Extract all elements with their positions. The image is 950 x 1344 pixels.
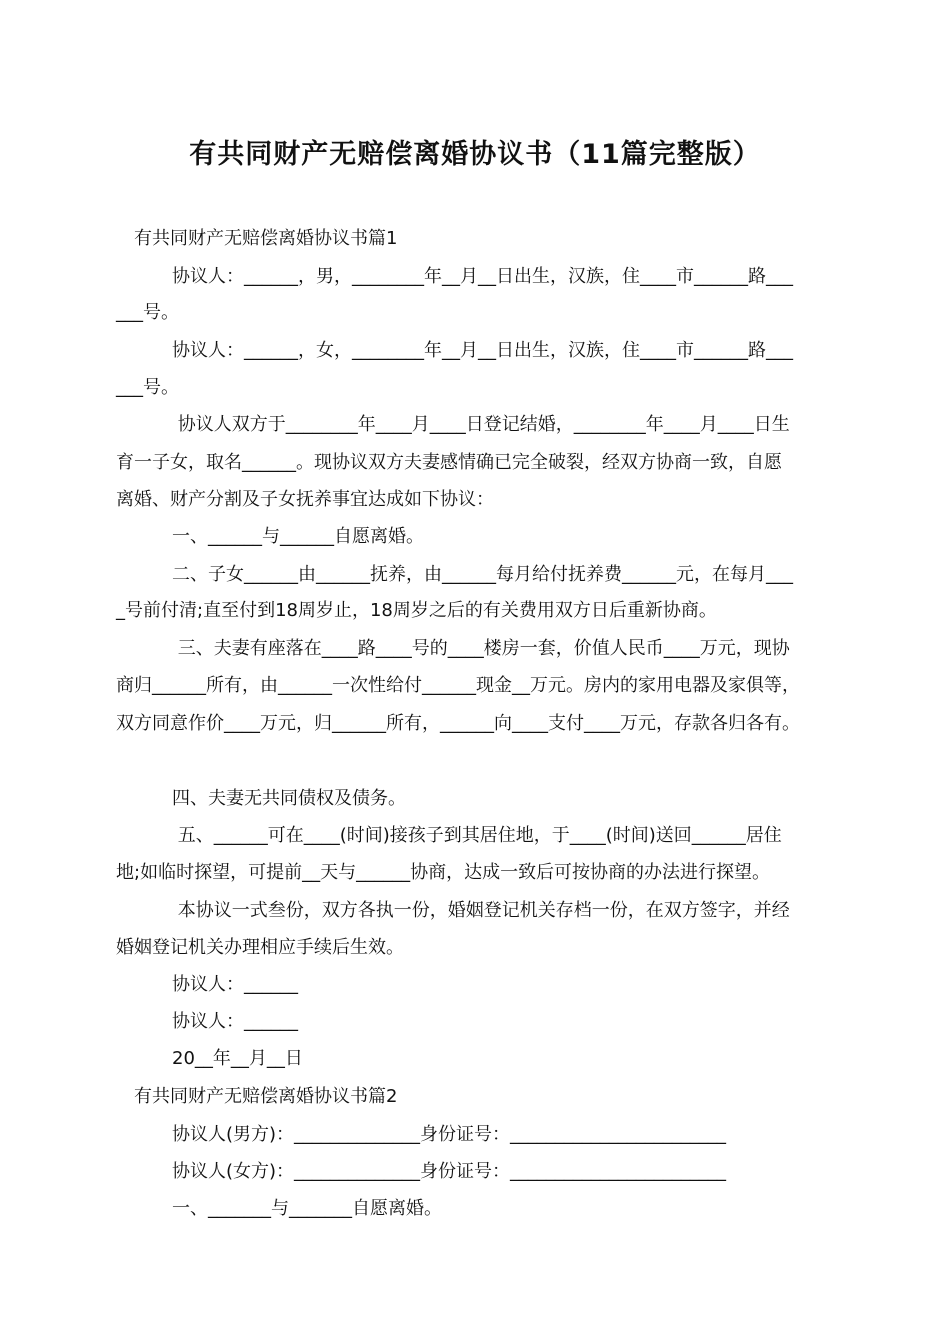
clause-5-line-1: 五、______可在____(时间)接孩子到其居住地，于____(时间)送回______居住: [172, 825, 782, 846]
signature-date: 20__年__月__日: [172, 1048, 303, 1069]
section-heading-1: 有共同财产无赔偿离婚协议书篇1: [134, 228, 398, 249]
party-1-line-1: 协议人：______，男，________年__月__日出生，汉族，住____市______路___: [172, 266, 793, 287]
clause-2-line-2: _号前付清;直至付到18周岁止，18周岁之后的有关费用双方日后重新协商。: [116, 600, 717, 621]
section-2-clause-1: 一、_______与_______自愿离婚。: [172, 1198, 442, 1219]
signature-line-1: 协议人：______: [172, 974, 298, 995]
clause-4: 四、夫妻无共同债权及债务。: [172, 788, 406, 809]
party-2-line-1: 协议人：______，女，________年__月__日出生，汉族，住____市______路___: [172, 340, 793, 361]
intro-paragraph-line-1: 协议人双方于________年____月____日登记结婚，________年____月____日生: [172, 414, 790, 435]
intro-paragraph-line-2: 育一子女，取名______。现协议双方夫妻感情确已完全破裂，经双方协商一致，自愿: [116, 452, 782, 473]
section-heading-2: 有共同财产无赔偿离婚协议书篇2: [134, 1086, 398, 1107]
male-party-line: 协议人(男方)：______________身份证号：________________________: [172, 1124, 727, 1145]
clause-3-line-2: 商归______所有，由______一次性给付______现金__万元。房内的家用电器及家俱等，: [116, 675, 800, 696]
party-2-line-2: ___号。: [116, 377, 179, 398]
clause-3-line-3: 双方同意作价____万元，归______所有，______向____支付____万元，存款各归各有。: [116, 713, 800, 734]
clause-3-line-1: 三、夫妻有座落在____路____号的____楼房一套，价值人民币____万元，现协: [172, 638, 790, 659]
document-title: 有共同财产无赔偿离婚协议书（11篇完整版）: [189, 139, 761, 170]
clause-1: 一、______与______自愿离婚。: [172, 526, 424, 547]
intro-paragraph-line-3: 离婚、财产分割及子女抚养事宜达成如下协议：: [116, 489, 494, 510]
closing-paragraph-line-1: 本协议一式叁份，双方各执一份，婚姻登记机关存档一份，在双方签字，并经: [172, 900, 790, 921]
closing-paragraph-line-2: 婚姻登记机关办理相应手续后生效。: [116, 937, 404, 958]
signature-line-2: 协议人：______: [172, 1011, 298, 1032]
clause-5-line-2: 地;如临时探望，可提前__天与______协商，达成一致后可按协商的办法进行探望。: [116, 862, 771, 883]
party-1-line-2: ___号。: [116, 302, 179, 323]
clause-2-line-1: 二、子女______由______抚养，由______每月给付抚养费______元，在每月___: [172, 564, 793, 585]
female-party-line: 协议人(女方)：______________身份证号：________________________: [172, 1161, 727, 1182]
